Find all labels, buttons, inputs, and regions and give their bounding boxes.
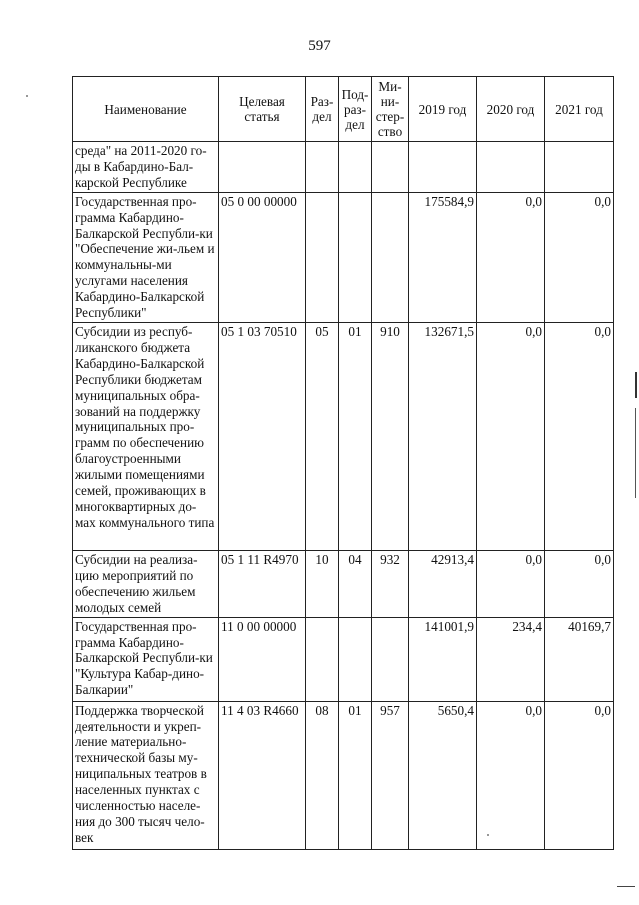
row-2021: 0,0 xyxy=(545,322,614,550)
table-row xyxy=(73,142,614,193)
header-section: Раз-дел xyxy=(306,77,339,142)
row-section: 05 xyxy=(306,322,339,550)
row-name: Субсидии на реализа-цию мероприятий по обеспечению жильем молодых семей xyxy=(73,550,219,617)
row-target-code: 05 1 11 R4970 xyxy=(219,550,306,617)
row-name: Поддержка творческой деятельности и укреп-ление материально-технической базы му-ниципальных театров в населенных пунктах с численностью населе-ния до 300 тысяч чело-век xyxy=(73,701,219,849)
row-2019: 132671,5 xyxy=(409,322,477,550)
row-2021: 40169,7 xyxy=(545,617,614,701)
row-section: 08 xyxy=(306,701,339,849)
row-section: 10 xyxy=(306,550,339,617)
row-2021: 0,0 xyxy=(545,192,614,322)
header-2021: 2021 год xyxy=(545,77,614,142)
row-ministry: 910 xyxy=(372,322,409,550)
row-subsection: 01 xyxy=(339,701,372,849)
row-section xyxy=(306,617,339,701)
row-target-code: 11 0 00 00000 xyxy=(219,617,306,701)
row-section xyxy=(306,142,339,193)
scan-dot xyxy=(26,95,28,97)
row-2020 xyxy=(477,142,545,193)
row-subsection xyxy=(339,192,372,322)
row-name: Государственная про-грамма Кабардино-Балкарской Республи-ки "Обеспечение жи-льем и коммунальны-ми услугами населения Кабардино-Балкарской Республики" xyxy=(73,192,219,322)
row-name: Государственная про-грамма Кабардино-Балкарской Республи-ки "Культура Кабар-дино-Балкарии" xyxy=(73,617,219,701)
budget-table xyxy=(72,76,614,850)
scan-edge-mark xyxy=(617,886,635,887)
row-name: среда" на 2011-2020 го-ды в Кабардино-Бал-карской Республике xyxy=(73,142,219,193)
header-2020: 2020 год xyxy=(477,77,545,142)
table-row xyxy=(73,550,614,617)
row-2019: 42913,4 xyxy=(409,550,477,617)
header-2019: 2019 год xyxy=(409,77,477,142)
row-2020: 0,0 xyxy=(477,192,545,322)
header-subsection: Под-раз-дел xyxy=(339,77,372,142)
row-target-code: 05 1 03 70510 xyxy=(219,322,306,550)
row-ministry: 957 xyxy=(372,701,409,849)
scan-edge-mark xyxy=(635,372,637,398)
row-2020: 0,0 xyxy=(477,550,545,617)
row-subsection xyxy=(339,142,372,193)
row-ministry xyxy=(372,192,409,322)
row-2019: 175584,9 xyxy=(409,192,477,322)
table-row xyxy=(73,192,614,322)
header-row xyxy=(73,77,614,142)
table-row xyxy=(73,617,614,701)
row-2020: 234,4 xyxy=(477,617,545,701)
row-subsection xyxy=(339,617,372,701)
row-2020: 0,0 xyxy=(477,701,545,849)
row-target-code: 05 0 00 00000 xyxy=(219,192,306,322)
row-2021: 0,0 xyxy=(545,550,614,617)
row-2019: 141001,9 xyxy=(409,617,477,701)
header-target: Целевая статья xyxy=(219,77,306,142)
scan-dot xyxy=(487,834,489,836)
row-2021: 0,0 xyxy=(545,701,614,849)
row-ministry xyxy=(372,142,409,193)
row-2021 xyxy=(545,142,614,193)
row-subsection: 04 xyxy=(339,550,372,617)
row-section xyxy=(306,192,339,322)
table-row xyxy=(73,701,614,849)
row-ministry: 932 xyxy=(372,550,409,617)
row-2020: 0,0 xyxy=(477,322,545,550)
row-target-code: 11 4 03 R4660 xyxy=(219,701,306,849)
row-subsection: 01 xyxy=(339,322,372,550)
header-name: Наименование xyxy=(73,77,219,142)
table-row xyxy=(73,322,614,550)
row-ministry xyxy=(372,617,409,701)
row-target-code xyxy=(219,142,306,193)
row-2019: 5650,4 xyxy=(409,701,477,849)
header-ministry: Ми-ни-стер-ство xyxy=(372,77,409,142)
scan-edge-mark xyxy=(635,408,636,498)
row-name: Субсидии из респуб-ликанского бюджета Кабардино-Балкарской Республики бюджетам муниципальных обра-зований на поддержку муниципальных про-грамм по обеспечению благоустроенными жилыми помещениями семей, проживающих в многоквартирных до-мах коммунального типа xyxy=(73,322,219,550)
row-2019 xyxy=(409,142,477,193)
page-number: 597 xyxy=(308,38,331,54)
